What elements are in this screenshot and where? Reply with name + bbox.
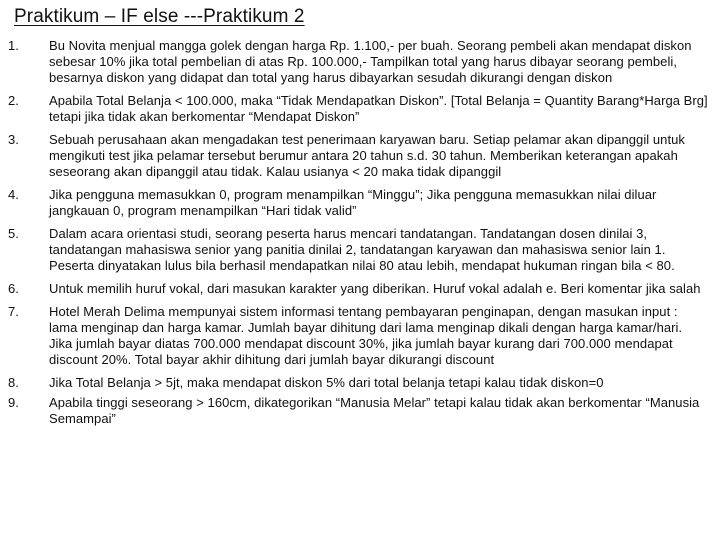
item-number: 3. <box>8 132 19 147</box>
item-number: 8. <box>8 375 19 390</box>
item-number: 1. <box>8 38 19 53</box>
item-text: Jika pengguna memasukkan 0, program menampilkan “Minggu”; Jika pengguna memasukkan nilai diluar jangkauan 0, program menampilkan “Hari tidak valid” <box>49 187 657 218</box>
item-text: Bu Novita menjual mangga golek dengan harga Rp. 1.100,- per buah. Seorang pembeli akan mendapat diskon sebesar 10% jika total pembelian di atas Rp. 100.000,- Tampilkan total yang harus dibayar seorang pembeli, besarnya diskon yang didapat dan total yang harus dibayarkan sesudah dikurangi dengan diskon <box>49 38 692 85</box>
list-item <box>0 226 720 274</box>
item-number: 4. <box>8 187 19 202</box>
exercise-list <box>0 38 720 434</box>
item-number: 7. <box>8 304 19 319</box>
list-item <box>0 38 720 86</box>
item-text: Hotel Merah Delima mempunyai sistem informasi tentang pembayaran penginapan, dengan masukan input : lama menginap dan harga kamar. Jumlah bayar dihitung dari lama menginap dikali dengan harga kamar/hari. Jika jumlah bayar diatas 700.000 mendapat discount 30%, jika jumlah bayar kurang dari 700.000 mendapat discount 20%. Total bayar akhir dihitung dari jumlah bayar dikurangi discount <box>49 304 683 367</box>
item-number: 9. <box>8 395 19 410</box>
item-text: Apabila Total Belanja < 100.000, maka “Tidak Mendapatkan Diskon”. [Total Belanja = Quantity Barang*Harga Brg] tetapi jika tidak akan berkomentar “Mendapat Diskon” <box>49 93 708 124</box>
item-text: Apabila tinggi seseorang > 160cm, dikategorikan “Manusia Melar” tetapi kalau tidak akan berkomentar “Manusia Semampai” <box>49 395 700 426</box>
item-text: Dalam acara orientasi studi, seorang peserta harus mencari tandatangan. Tandatangan dosen dinilai 3, tandatangan mahasiswa senior yang panitia dinilai 2, tandatangan karyawan dan mahasiswa senior lain 1. Peserta dinyatakan lulus bila berhasil mendapatkan nilai 80 atau lebih, mendapat hukuman ringan bila < 80. <box>49 226 675 273</box>
list-item <box>0 395 720 427</box>
item-text: Jika Total Belanja > 5jt, maka mendapat diskon 5% dari total belanja tetapi kalau tidak diskon=0 <box>49 375 604 390</box>
item-text: Untuk memilih huruf vokal, dari masukan karakter yang diberikan. Huruf vokal adalah e. Beri komentar jika salah <box>49 281 701 296</box>
item-text: Sebuah perusahaan akan mengadakan test penerimaan karyawan baru. Setiap pelamar akan dipanggil untuk mengikuti test jika pelamar tersebut berumur antara 20 tahun s.d. 30 tahun. Memberikan keterangan apakah seseorang akan dipanggil atau tidak. Kalau usianya < 20 maka tidak dipanggil <box>49 132 685 179</box>
item-number: 2. <box>8 93 19 108</box>
page-title: Praktikum – IF else ---Praktikum 2 <box>14 6 305 27</box>
list-item <box>0 132 720 180</box>
list-item <box>0 304 720 368</box>
list-item <box>0 187 720 219</box>
list-item <box>0 375 720 391</box>
item-number: 6. <box>8 281 19 296</box>
item-number: 5. <box>8 226 19 241</box>
list-item <box>0 93 720 125</box>
list-item <box>0 281 720 297</box>
